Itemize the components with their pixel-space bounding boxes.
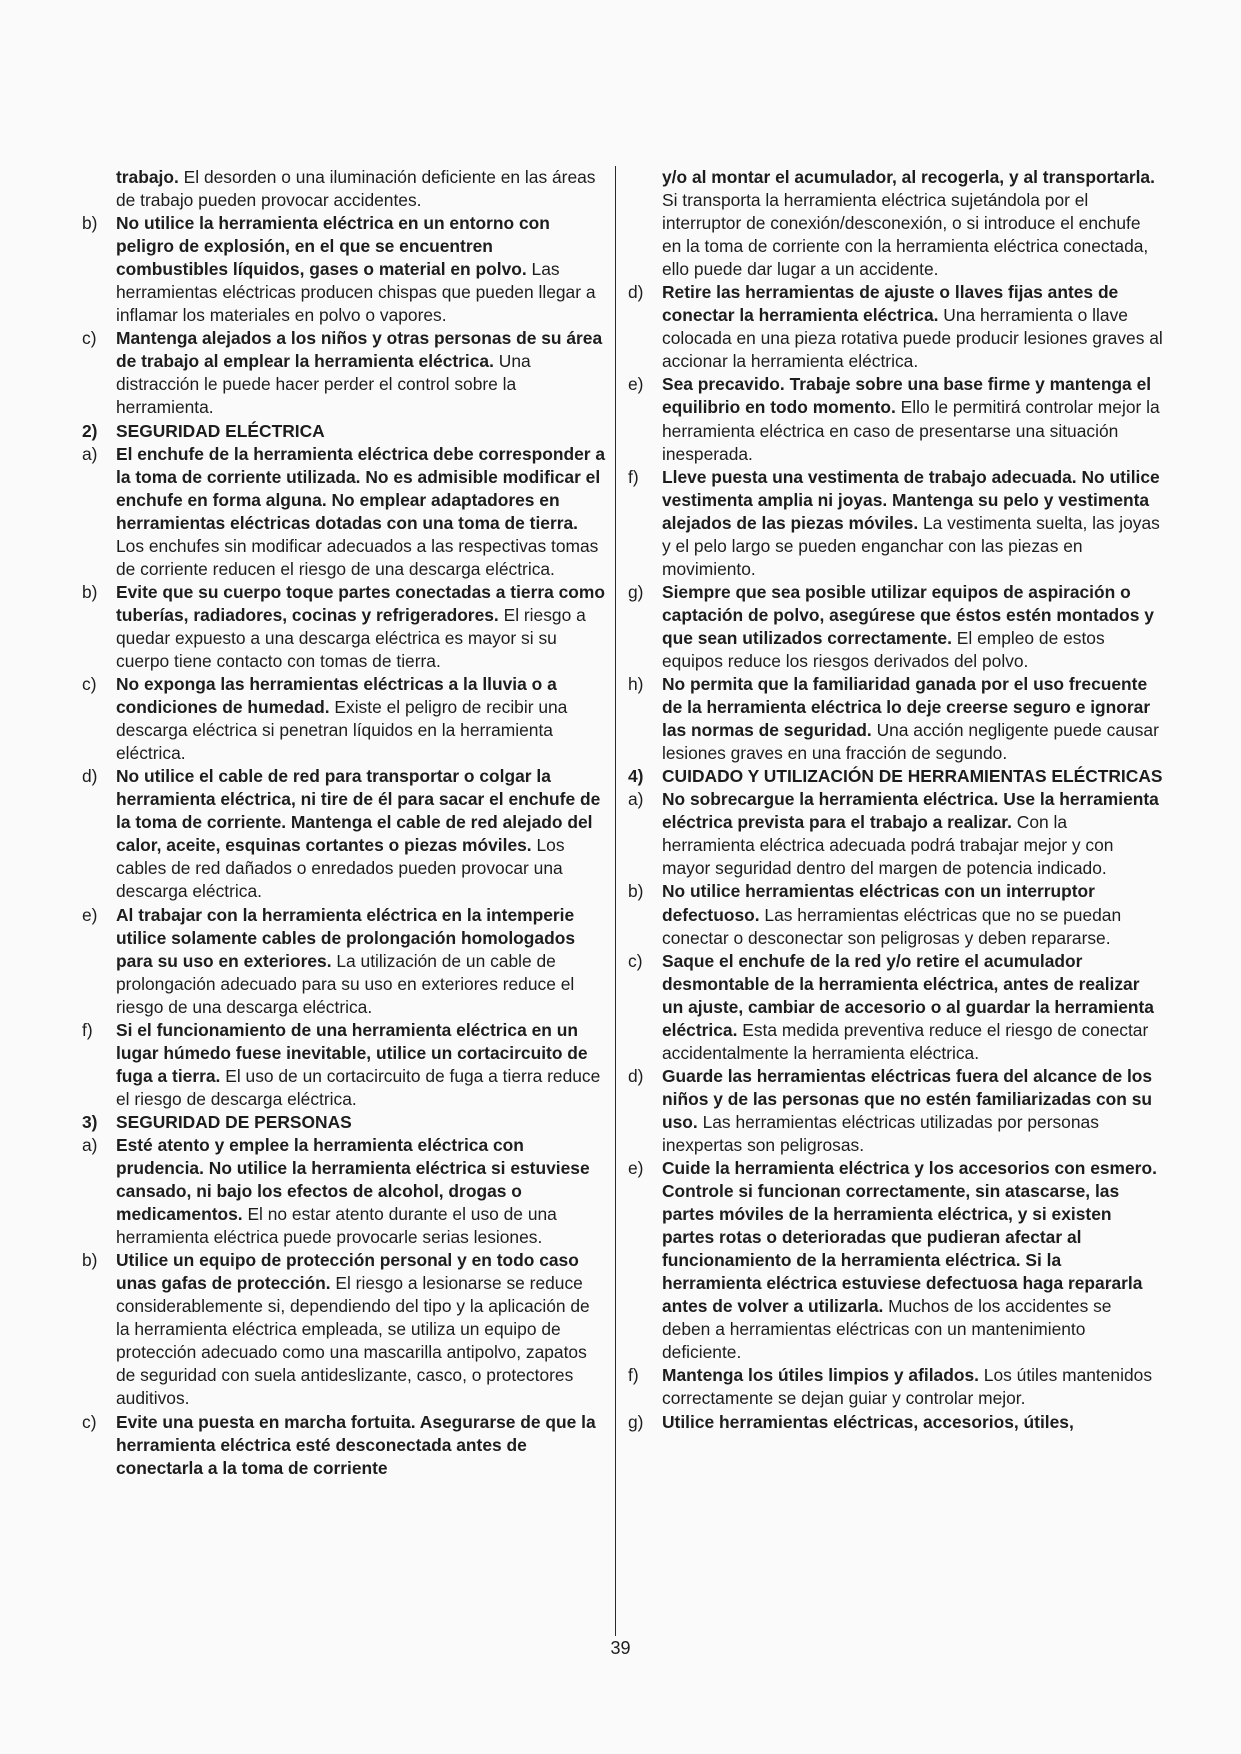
item-c-keep-children-away: c) Mantenga alejados a los niños y otras personas de su área de trabajo al emplear la herramienta eléctrica. Una distracción le puede hacer perder el control sobre la herramienta. [82, 328, 603, 418]
right-column [628, 166, 1164, 1434]
item-d-remove-keys: d) Retire las herramientas de ajuste o llaves fijas antes de conectar la herramienta eléctrica. Una herramienta o llave colocada en una pieza rotativa puede producir lesiones graves al accionar la herramienta eléctrica. [628, 282, 1163, 372]
item-a-attention: a) Esté atento y emplee la herramienta eléctrica con prudencia. No utilice la herramienta eléctrica si estuviese cansado, ni bajo los efectos de alcohol, drogas o medicamentos. El no estar atento durante el uso de una herramienta eléctrica puede provocarle serias lesiones. [82, 1134, 590, 1248]
item-b-grounded-surfaces: b) Evite que su cuerpo toque partes conectadas a tierra como tuberías, radiadores, cocinas y refrigeradores. El riesgo a quedar expuesto a una descarga eléctrica es mayor si su cuerpo tiene contacto con tomas de tierra. [82, 581, 606, 671]
continued-paragraph: y/o al montar el acumulador, al recogerla, y al transportarla. Si transporta la herramienta eléctrica sujetándola por el interruptor de conexión/desconexión, o si introduce el enchufe en la toma de corriente con la herramienta eléctrica conectada, ello puede dar lugar a un accidente. [662, 167, 1155, 280]
section-heading-electrical-safety: 2) SEGURIDAD ELÉCTRICA [82, 420, 325, 441]
left-column [82, 166, 608, 1480]
item-a-plug: a) El enchufe de la herramienta eléctrica debe corresponder a la toma de corriente utilizada. No es admisible modificar el enchufe en forma alguna. No emplear adaptadores en herramientas eléctricas dotadas con una toma de tierra. Los enchufes sin modificar adecuados a las respectivas tomas de corriente reducen el riesgo de una descarga eléctrica. [82, 443, 606, 579]
item-f-clothing: f) Lleve puesta una vestimenta de trabajo adecuada. No utilice vestimenta amplia ni joyas. Mantenga su pelo y vestimenta alejados de las piezas móviles. La vestimenta suelta, las joyas y el pelo largo se pueden enganchar con las piezas en movimiento. [628, 466, 1160, 579]
item-b-defective-switch: b) No utilice herramientas eléctricas con un interruptor defectuoso. Las herramientas eléctricas que no se puedan conectar o desconectar son peligrosas y deben repararse. [628, 881, 1122, 948]
continued-paragraph: trabajo. El desorden o una iluminación deficiente en las áreas de trabajo pueden provocar accidentes. [116, 167, 596, 211]
item-c-unplug: c) Saque el enchufe de la red y/o retire el acumulador desmontable de la herramienta eléctrica, antes de realizar un ajuste, cambiar de accesorio o al guardar la herramienta eléctrica. Esta medida preventiva reduce el riesgo de conectar accidentalmente la herramienta eléctrica. [628, 950, 1154, 1063]
item-g-dust-extraction: g) Siempre que sea posible utilizar equipos de aspiración o captación de polvo, asegúrese que éstos estén montados y que sean utilizados correctamente. El empleo de estos equipos reduce los riesgos derivados del polvo. [628, 581, 1154, 671]
item-b-protective-equipment: b) Utilice un equipo de protección personal y en todo caso unas gafas de protección. El riesgo a lesionarse se reduce considerablemente si, dependiendo del tipo y la aplicación de la herramienta eléctrica empleada, se utiliza un equipo de protección adecuado como una mascarilla antipolvo, zapatos de seguridad con suela antideslizante, casco, o protectores auditivos. [82, 1250, 590, 1409]
section-heading-personal-safety: 3) SEGURIDAD DE PERSONAS [82, 1111, 352, 1132]
item-d-storage: d) Guarde las herramientas eléctricas fuera del alcance de los niños y de las personas que no estén familiarizadas con su uso. Las herramientas eléctricas utilizadas por personas inexpertas son peligrosas. [628, 1065, 1153, 1155]
item-f-damp-location: f) Si el funcionamiento de una herramienta eléctrica en un lugar húmedo fuese inevitable, utilice un cortacircuito de fuga a tierra. El uso de un cortacircuito de fuga a tierra reduce el riesgo de descarga eléctrica. [82, 1019, 601, 1109]
item-a-no-overload: a) No sobrecargue la herramienta eléctrica. Use la herramienta eléctrica prevista para el trabajo a realizar. Con la herramienta eléctrica adecuada podrá trabajar mejor y con mayor seguridad dentro del margen de potencia indicado. [628, 789, 1159, 879]
item-e-outdoor-extension: e) Al trabajar con la herramienta eléctrica en la intemperie utilice solamente cables de prolongación homologados para su uso en exteriores. La utilización de un cable de prolongación adecuado para su uso en exteriores reduce el riesgo de una descarga eléctrica. [82, 904, 576, 1017]
item-h-familiarity: h) No permita que la familiaridad ganada por el uso frecuente de la herramienta eléctrica lo deje creerse seguro e ignorar las normas de seguridad. Una acción negligente puede causar lesiones graves en una fracción de segundo. [628, 674, 1159, 764]
item-c-rain: c) No exponga las herramientas eléctricas a la lluvia o a condiciones de humedad. Existe el peligro de recibir una descarga eléctrica si penetran líquidos en la herramienta eléctrica. [82, 674, 568, 764]
item-b-explosive-environment: b) No utilice la herramienta eléctrica en un entorno con peligro de explosión, en el que se encuentren combustibles líquidos, gases o material en polvo. Las herramientas eléctricas producen chispas que pueden llegar a inflamar los materiales en polvo o vapores. [82, 213, 596, 326]
item-d-cable: d) No utilice el cable de red para transportar o colgar la herramienta eléctrica, ni tire de él para sacar el enchufe de la toma de corriente. Mantenga el cable de red alejado del calor, aceite, esquinas cortantes o piezas móviles. Los cables de red dañados o enredados pueden provocar una descarga eléctrica. [82, 766, 601, 902]
section-heading-tool-care: 4) CUIDADO Y UTILIZACIÓN DE HERRAMIENTAS ELÉCTRICAS [628, 766, 1163, 787]
item-e-stable-footing: e) Sea precavido. Trabaje sobre una base firme y mantenga el equilibrio en todo momento. Ello le permitirá controlar mejor la herramienta eléctrica en caso de presentarse una situación inesperada. [628, 374, 1160, 464]
item-f-sharp-clean-tools: f) Mantenga los útiles limpios y afilados. Los útiles mantenidos correctamente se dejan guiar y controlar mejor. [628, 1365, 1153, 1409]
page-number: 39 [610, 1638, 631, 1658]
item-g-use-accessories: g) Utilice herramientas eléctricas, accesorios, útiles, [628, 1411, 1074, 1432]
column-divider [615, 166, 616, 1636]
item-c-accidental-start: c) Evite una puesta en marcha fortuita. Asegurarse de que la herramienta eléctrica esté desconectada antes de conectarla a la toma de corriente [82, 1411, 596, 1478]
item-e-maintenance: e) Cuide la herramienta eléctrica y los accesorios con esmero. Controle si funcionan correctamente, sin atascarse, las partes móviles de la herramienta eléctrica, y si existen partes rotas o deterioradas que pudieran afectar al funcionamiento de la herramienta eléctrica. Si la herramienta eléctrica estuviese defectuosa haga repararla antes de volver a utilizarla. Muchos de los accidentes se deben a herramientas eléctricas con un mantenimiento deficiente. [628, 1158, 1157, 1363]
